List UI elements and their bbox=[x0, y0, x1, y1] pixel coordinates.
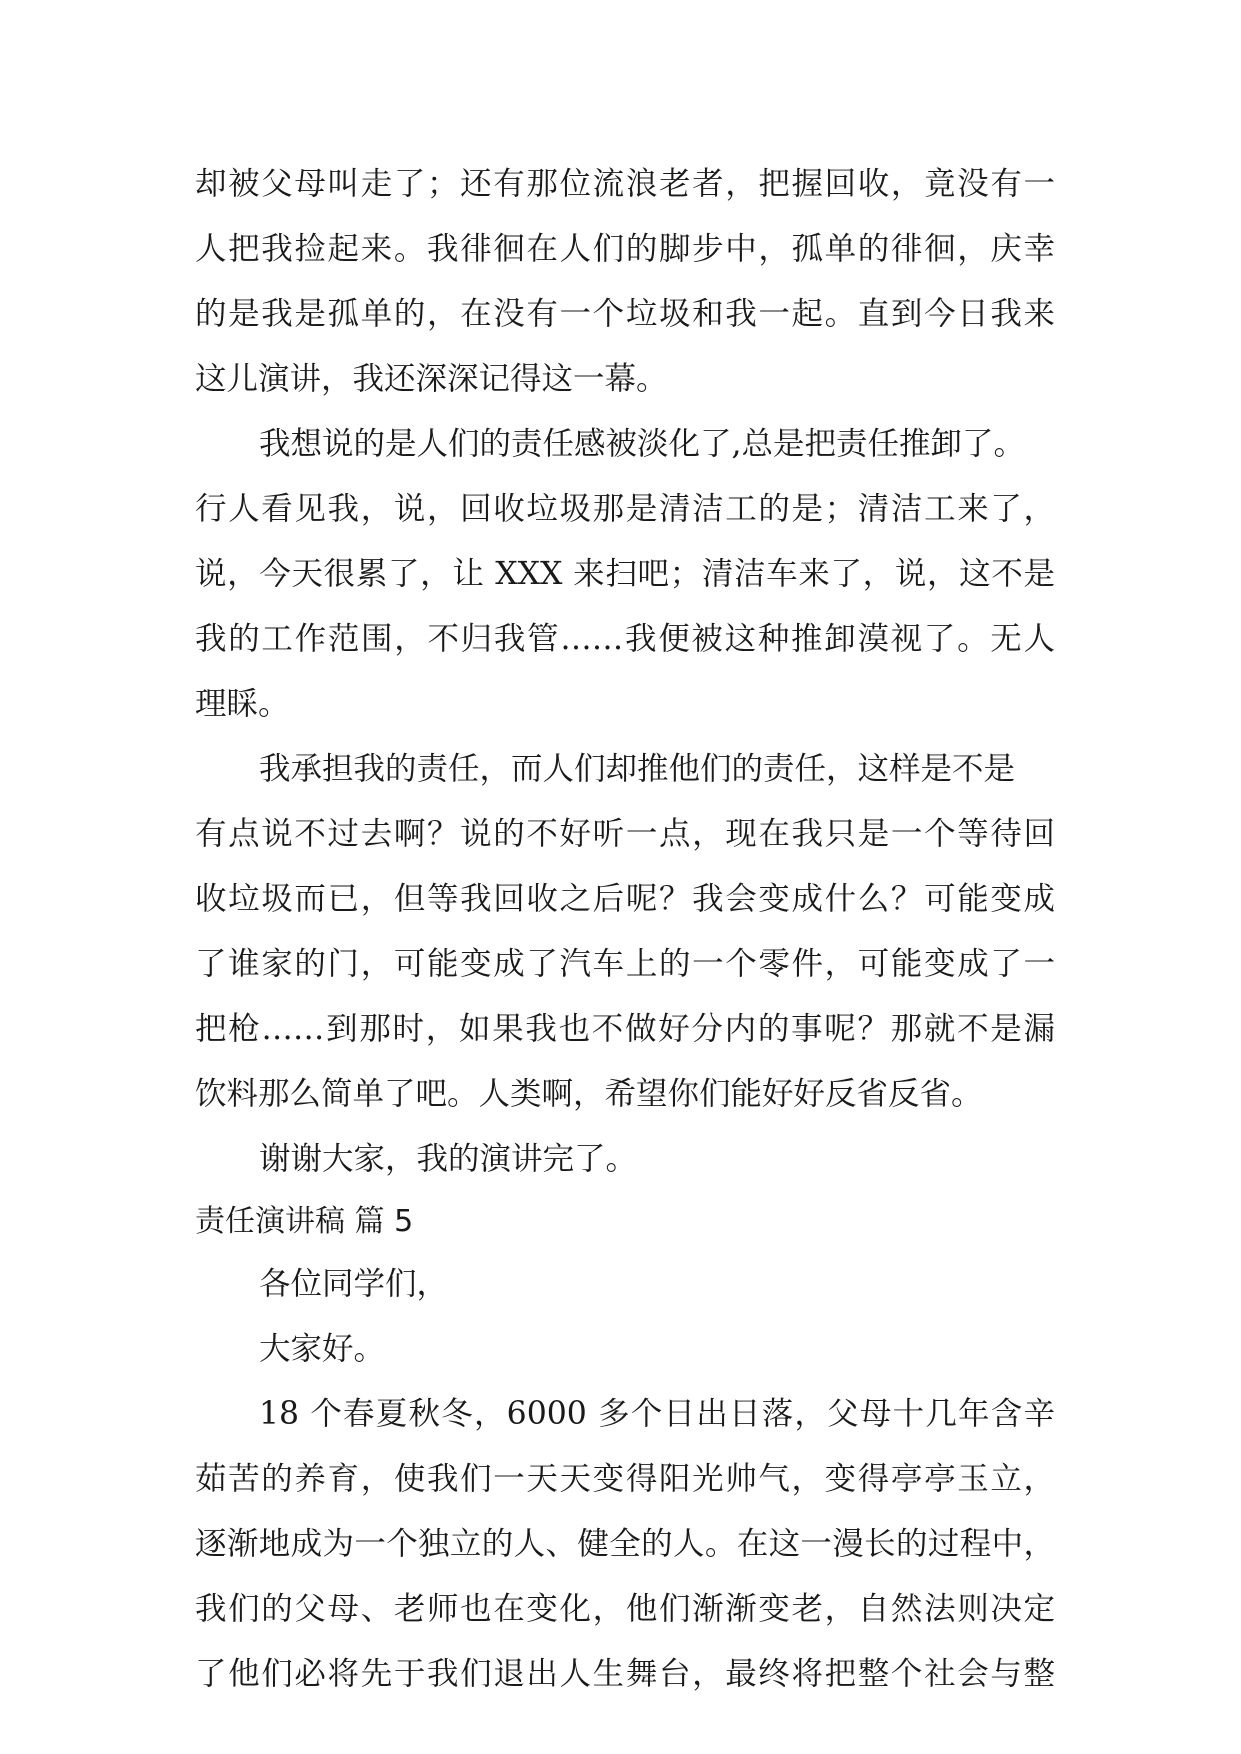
paragraph-line: 逐渐地成为一个独立的人、健全的人。在这一漫长的过程中， bbox=[195, 1526, 1055, 1562]
paragraph-line: 把枪……到那时，如果我也不做好分内的事呢？那就不是漏 bbox=[195, 1011, 1055, 1047]
paragraph-line: 有点说不过去啊？说的不好听一点，现在我只是一个等待回 bbox=[195, 816, 1055, 852]
paragraph-line: 收垃圾而已，但等我回收之后呢？我会变成什么？可能变成 bbox=[195, 881, 1055, 917]
paragraph-line: 这儿演讲，我还深深记得这一幕。 bbox=[195, 361, 668, 397]
paragraph-line: 谢谢大家，我的演讲完了。 bbox=[259, 1141, 638, 1177]
paragraph-line: 我们的父母、老师也在变化，他们渐渐变老，自然法则决定 bbox=[195, 1591, 1055, 1627]
paragraph-line: 我承担我的责任，而人们却推他们的责任，这样是不是 bbox=[259, 751, 1016, 787]
paragraph-line: 说，今天很累了，让 XXX 来扫吧；清洁车来了，说，这不是 bbox=[195, 556, 1055, 592]
paragraph-line: 我想说的是人们的责任感被淡化了,总是把责任推卸了。 bbox=[259, 426, 1026, 462]
paragraph-line: 我的工作范围，不归我管……我便被这种推卸漠视了。无人 bbox=[195, 621, 1055, 657]
paragraph-line: 饮料那么简单了吧。人类啊，希望你们能好好反省反省。 bbox=[195, 1076, 983, 1112]
section-heading: 责任演讲稿 篇 5 bbox=[195, 1204, 414, 1239]
greeting-line: 大家好。 bbox=[259, 1331, 386, 1367]
paragraph-line: 理睬。 bbox=[195, 686, 290, 722]
paragraph-line: 18 个春夏秋冬，6000 多个日出日落，父母十几年含辛 bbox=[259, 1396, 1055, 1432]
paragraph-line: 的是我是孤单的，在没有一个垃圾和我一起。直到今日我来 bbox=[195, 296, 1055, 332]
paragraph-line: 却被父母叫走了；还有那位流浪老者，把握回收，竟没有一 bbox=[195, 166, 1055, 202]
paragraph-line: 茹苦的养育，使我们一天天变得阳光帅气，变得亭亭玉立， bbox=[195, 1461, 1055, 1497]
salutation-line: 各位同学们， bbox=[259, 1266, 449, 1302]
paragraph-line: 了他们必将先于我们退出人生舞台，最终将把整个社会与整 bbox=[195, 1656, 1055, 1692]
paragraph-line: 人把我捡起来。我徘徊在人们的脚步中，孤单的徘徊，庆幸 bbox=[195, 231, 1055, 267]
paragraph-line: 行人看见我，说，回收垃圾那是清洁工的是；清洁工来了， bbox=[195, 491, 1055, 527]
paragraph-line: 了谁家的门，可能变成了汽车上的一个零件，可能变成了一 bbox=[195, 946, 1055, 982]
